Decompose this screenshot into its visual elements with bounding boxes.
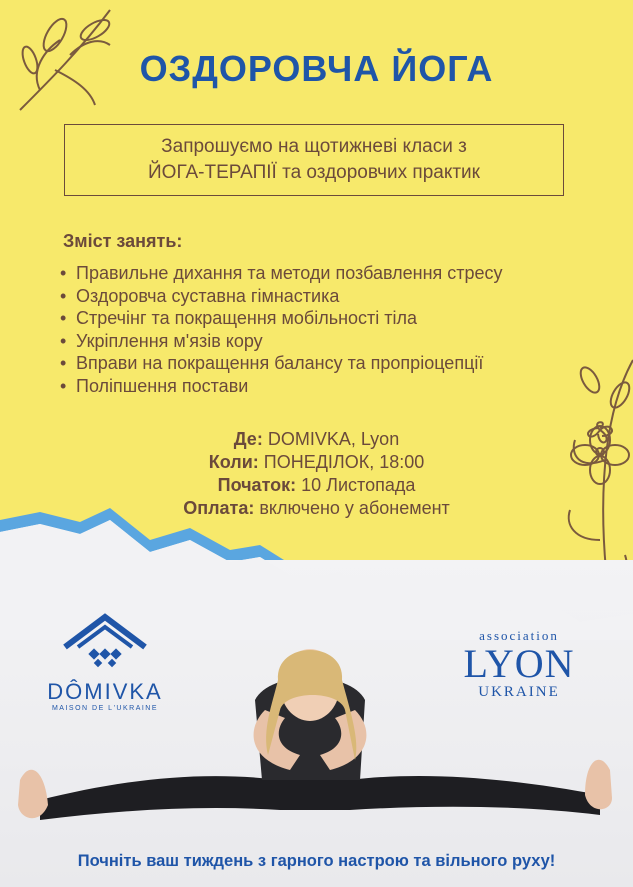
domivka-logo [40, 612, 170, 712]
list-item: • Правильне дихання та методи позбавлення стресу [76, 262, 503, 285]
where-label: Де: [233, 429, 263, 449]
start-label: Початок: [217, 475, 297, 495]
payment-label: Оплата: [183, 498, 255, 518]
lyon-ukraine-text: UKRAINE [478, 684, 560, 700]
domivka-name: DÔMIVKA [47, 679, 163, 704]
lyon-association-text: association [479, 628, 559, 643]
lyon-name: LYON [463, 641, 575, 686]
start-row [0, 474, 633, 497]
when-label: Коли: [208, 452, 259, 472]
page-title: ОЗДОРОВЧА ЙОГА [139, 48, 494, 89]
list-item: • Стречінг та покращення мобільності тіла [76, 307, 503, 330]
list-item: • Оздоровча суставна гімнастика [76, 285, 503, 308]
content-list [58, 262, 503, 397]
invitation-box [64, 124, 564, 196]
when-value: ПОНЕДІЛОК, 18:00 [258, 452, 425, 472]
list-item: • Поліпшення постави [76, 375, 503, 398]
list-item: • Укріплення м'язів кору [76, 330, 503, 353]
payment-row [0, 497, 633, 520]
payment-value: включено у абонемент [254, 498, 450, 518]
start-value: 10 Листопада [296, 475, 416, 495]
invitation-line-2: ЙОГА-ТЕРАПІЇ та оздоровчих практик [148, 162, 480, 183]
content-heading: Зміст занять: [63, 231, 183, 251]
where-value: DOMIVKA, Lyon [262, 429, 400, 449]
lyon-ukraine-logo [458, 628, 580, 701]
invitation-line-1: Запрошуємо на щотижневі класи з [161, 136, 467, 157]
house-icon [60, 612, 150, 672]
list-item: • Вправи на покращення балансу та пропріоцепції [76, 352, 503, 375]
event-info [0, 428, 633, 520]
footer-slogan: Почніть ваш тиждень з гарного настрою та вільного руху! [77, 852, 556, 870]
domivka-subtitle: MAISON DE L'UKRAINE [51, 705, 159, 712]
when-row [0, 451, 633, 474]
where-row [0, 428, 633, 451]
